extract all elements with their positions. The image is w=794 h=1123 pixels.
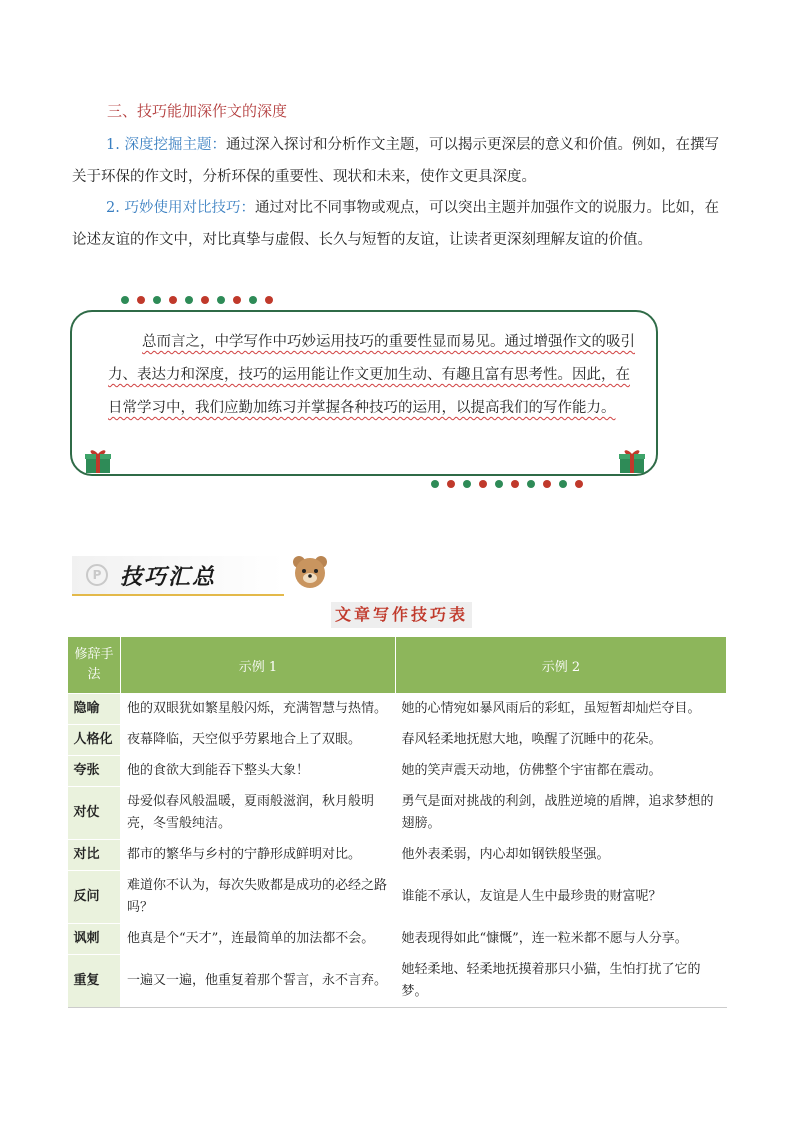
item-body: 通过对比不同事物或观点，可以突出主题并加强作文的说服力。比如，在论述友谊的作文中，对比真挚与虚假、长久与短暂的友谊，让读者更深刻理解友谊的价值。	[72, 200, 719, 248]
gift-icon	[84, 448, 112, 474]
example-2: 他外表柔弱，内心却如钢铁般坚强。	[396, 840, 727, 871]
header-example-1: 示例 1	[121, 637, 396, 694]
example-1: 难道你不认为，每次失败都是成功的必经之路吗？	[121, 871, 396, 924]
table-row	[68, 924, 727, 955]
table-title: 文章写作技巧表	[331, 602, 472, 628]
table-row	[68, 725, 727, 756]
example-1: 他的双眼犹如繁星般闪烁，充满智慧与热情。	[121, 694, 396, 725]
example-1: 夜幕降临，天空似乎劳累地合上了双眼。	[121, 725, 396, 756]
table-row	[68, 840, 727, 871]
example-2: 她的笑声震天动地，仿佛整个宇宙都在震动。	[396, 756, 727, 787]
example-2: 她表现得如此“慷慨”，连一粒米都不愿与人分享。	[396, 924, 727, 955]
table-row	[68, 694, 727, 725]
item-number: 2.	[106, 200, 120, 216]
example-2: 她轻柔地、轻柔地抚摸着那只小猫，生怕打扰了它的梦。	[396, 955, 727, 1008]
example-2: 春风轻柔地抚慰大地，唤醒了沉睡中的花朵。	[396, 725, 727, 756]
item-body: 通过深入探讨和分析作文主题，可以揭示更深层的意义和价值。例如，在撰写关于环保的作文时，分析环保的重要性、现状和未来，使作文更具深度。	[72, 137, 719, 185]
rhetoric-name: 讽刺	[68, 924, 121, 955]
table-row	[68, 955, 727, 1008]
table-row	[68, 787, 727, 840]
example-1: 都市的繁华与乡村的宁静形成鲜明对比。	[121, 840, 396, 871]
item-lead: 巧妙使用对比技巧：	[124, 200, 255, 216]
paragraph-depth	[72, 129, 732, 193]
rhetoric-name: 对比	[68, 840, 121, 871]
paragraph-contrast	[72, 192, 732, 256]
summary-text: 总而言之，中学写作中巧妙运用技巧的重要性显而易见。通过增强作文的吸引力、表达力和深度，技巧的运用能让作文更加生动、有趣且富有思考性。因此，在日常学习中，我们应勤加练习并掌握各种技巧的运用，以提高我们的写作能力。	[108, 334, 635, 416]
example-1: 一遍又一遍，他重复着那个誓言，永不言弃。	[121, 955, 396, 1008]
decorative-dots-bottom	[431, 480, 583, 488]
example-2: 谁能不承认，友谊是人生中最珍贵的财富呢？	[396, 871, 727, 924]
header-example-2: 示例 2	[396, 637, 727, 694]
section-banner	[72, 556, 284, 596]
example-1: 他的食欲大到能吞下整头大象！	[121, 756, 396, 787]
item-number: 1.	[106, 137, 120, 153]
item-lead: 深度挖掘主题：	[124, 137, 226, 153]
rhetoric-name: 隐喻	[68, 694, 121, 725]
rhetoric-name: 反问	[68, 871, 121, 924]
p-logo-icon: P	[86, 564, 108, 586]
example-2: 她的心情宛如暴风雨后的彩虹，虽短暂却灿烂夺目。	[396, 694, 727, 725]
table-row	[68, 756, 727, 787]
gift-icon	[618, 448, 646, 474]
example-1: 他真是个“天才”，连最简单的加法都不会。	[121, 924, 396, 955]
decorative-dots-top	[121, 296, 273, 304]
table-row	[68, 871, 727, 924]
rhetoric-name: 重复	[68, 955, 121, 1008]
rhetoric-name: 人格化	[68, 725, 121, 756]
bear-icon	[290, 552, 330, 592]
example-1: 母爱似春风般温暖，夏雨般滋润，秋月般明亮，冬雪般纯洁。	[121, 787, 396, 840]
table-header-row	[68, 637, 727, 694]
section-title: 三、技巧能加深作文的深度	[107, 102, 288, 120]
rhetoric-name: 对仗	[68, 787, 121, 840]
example-2: 勇气是面对挑战的利剑，战胜逆境的盾牌，追求梦想的翅膀。	[396, 787, 727, 840]
rhetoric-name: 夸张	[68, 756, 121, 787]
header-rhetoric: 修辞手法	[68, 637, 121, 694]
banner-title: 技巧汇总	[120, 565, 217, 590]
technique-table	[67, 636, 727, 1008]
